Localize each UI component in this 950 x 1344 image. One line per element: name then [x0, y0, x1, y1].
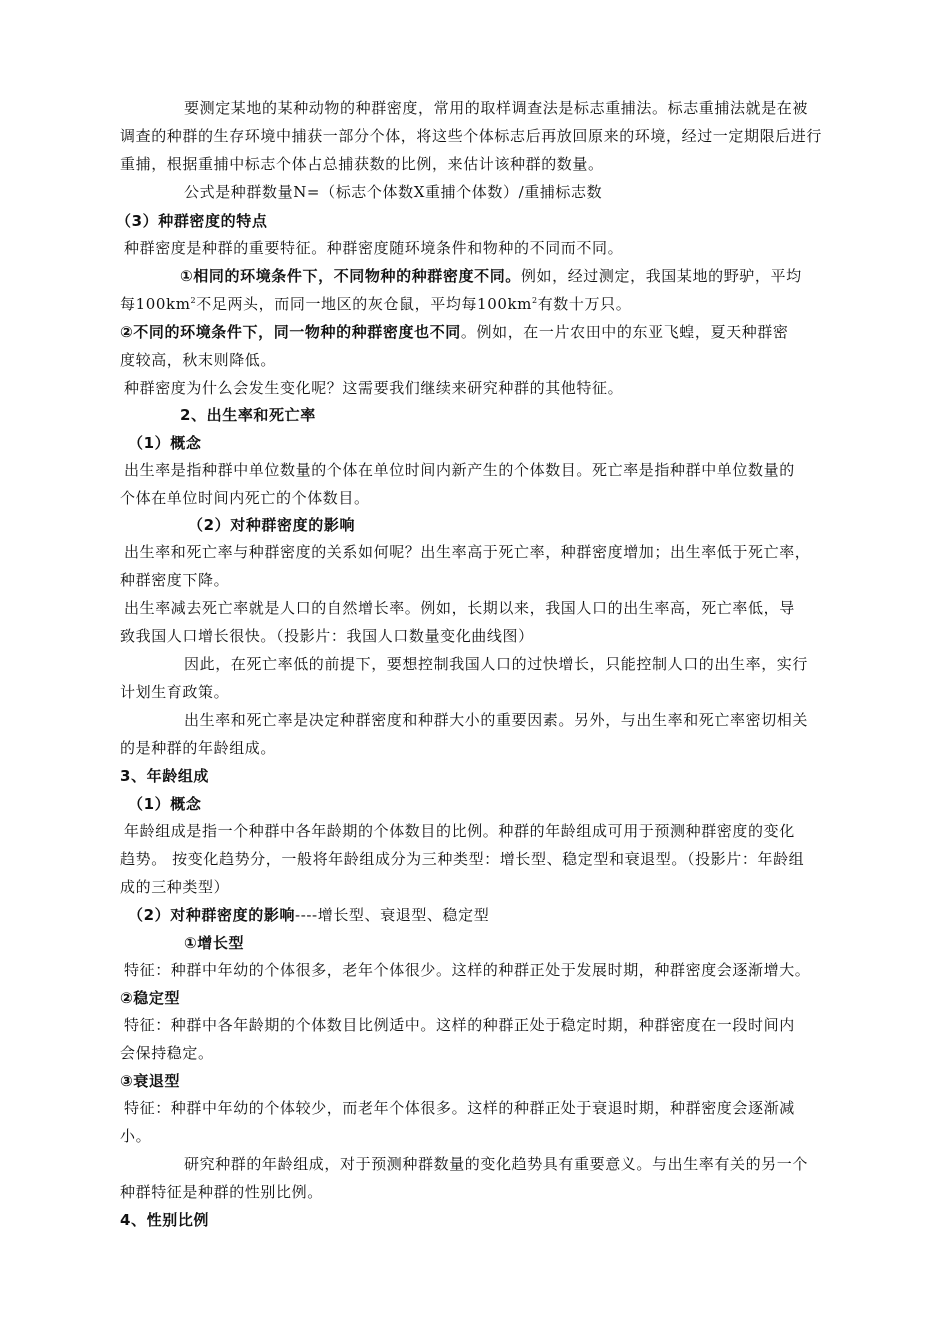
paragraph-line	[120, 294, 631, 314]
paragraph-line: 种群特征是种群的性别比例。	[120, 1183, 323, 1201]
paragraph-line: 要测定某地的某种动物的种群密度，常用的取样调查法是标志重捕法。标志重捕法就是在被	[184, 99, 809, 117]
paragraph-line: 种群密度是种群的重要特征。种群密度随环境条件和物种的不同而不同。	[124, 239, 624, 257]
paragraph-line: 的是种群的年龄组成。	[120, 739, 277, 757]
paragraph-line: 度较高，秋末则降低。	[120, 351, 277, 369]
paragraph-line	[180, 266, 802, 286]
emphasis-text: ②不同的环境条件下，同一物种的种群密度也不同	[120, 323, 461, 341]
paragraph-line: 个体在单位时间内死亡的个体数目。	[120, 489, 370, 507]
paragraph-line: 出生率减去死亡率就是人口的自然增长率。例如，长期以来，我国人口的出生率高，死亡率低，导	[124, 599, 795, 617]
paragraph-line: 种群密度为什么会发生变化呢？这需要我们继续来研究种群的其他特征。	[124, 379, 624, 397]
paragraph-line: 计划生育政策。	[120, 683, 230, 701]
paragraph-line: 种群密度下降。	[120, 571, 230, 589]
paragraph-line: 趋势。 按变化趋势分，一般将年龄组成分为三种类型：增长型、稳定型和衰退型。（投影片：年龄组	[120, 850, 805, 868]
type-heading: ③衰退型	[120, 1072, 181, 1090]
paragraph-line: 重捕，根据重捕中标志个体占总捕获数的比例，来估计该种群的数量。	[120, 155, 604, 173]
section-heading: 2、出生率和死亡率	[180, 406, 316, 424]
section-heading: （3）种群密度的特点	[116, 212, 268, 230]
subsection-heading: （1）概念	[128, 434, 202, 452]
heading-suffix: ----增长型、衰退型、稳定型	[295, 906, 490, 924]
body-text: 例如，经过测定，我国某地的野驴，平均	[520, 267, 802, 285]
subsection-heading: （2）对种群密度的影响	[188, 516, 356, 534]
body-text: 不足两头，而同一地区的灰仓鼠，平均每100km	[196, 295, 532, 313]
paragraph-line: 出生率和死亡率是决定种群密度和种群大小的重要因素。另外，与出生率和死亡率密切相关	[184, 711, 809, 729]
section-heading: 3、年龄组成	[120, 767, 210, 785]
paragraph-line: 研究种群的年龄组成，对于预测种群数量的变化趋势具有重要意义。与出生率有关的另一个	[184, 1155, 809, 1173]
paragraph-line: 年龄组成是指一个种群中各年龄期的个体数目的比例。种群的年龄组成可用于预测种群密度的变化	[124, 822, 795, 840]
body-text: 每100km	[120, 295, 191, 313]
paragraph-line	[120, 322, 789, 342]
paragraph-line: 致我国人口增长很快。（投影片：我国人口数量变化曲线图）	[120, 627, 534, 645]
subsection-heading	[128, 905, 489, 925]
paragraph-line: 特征：种群中年幼的个体较少，而老年个体很多。这样的种群正处于衰退时期，种群密度会逐渐减	[124, 1099, 795, 1117]
paragraph-line: 成的三种类型）	[120, 878, 230, 896]
heading-text: （2）对种群密度的影响	[128, 906, 296, 924]
body-text: 有数十万只。	[537, 295, 632, 313]
body-text: 。例如，在一片农田中的东亚飞蝗，夏天种群密	[460, 323, 789, 341]
section-heading: 4、性别比例	[120, 1211, 210, 1229]
paragraph-line: 调查的种群的生存环境中捕获一部分个体，将这些个体标志后再放回原来的环境，经过一定期限后进行	[120, 127, 823, 145]
type-heading: ②稳定型	[120, 989, 181, 1007]
emphasis-text: ①相同的环境条件下，不同物种的种群密度不同。	[180, 267, 521, 285]
type-heading: ①增长型	[184, 934, 245, 952]
paragraph-line: 出生率和死亡率与种群密度的关系如何呢？出生率高于死亡率，种群密度增加；出生率低于死亡率，	[124, 543, 811, 561]
paragraph-line: 会保持稳定。	[120, 1044, 214, 1062]
formula-line: 公式是种群数量N=（标志个体数X重捕个体数）/重捕标志数	[184, 183, 603, 201]
paragraph-line: 因此，在死亡率低的前提下，要想控制我国人口的过快增长，只能控制人口的出生率，实行	[184, 655, 809, 673]
subsection-heading: （1）概念	[128, 795, 202, 813]
paragraph-line: 特征：种群中各年龄期的个体数目比例适中。这样的种群正处于稳定时期，种群密度在一段时间内	[124, 1016, 795, 1034]
paragraph-line: 特征：种群中年幼的个体很多，老年个体很少。这样的种群正处于发展时期，种群密度会逐渐增大。	[124, 961, 811, 979]
paragraph-line: 出生率是指种群中单位数量的个体在单位时间内新产生的个体数目。死亡率是指种群中单位数量的	[124, 461, 795, 479]
paragraph-line: 小。	[120, 1127, 152, 1145]
superscript: 2	[532, 296, 538, 305]
superscript: 2	[190, 296, 197, 305]
